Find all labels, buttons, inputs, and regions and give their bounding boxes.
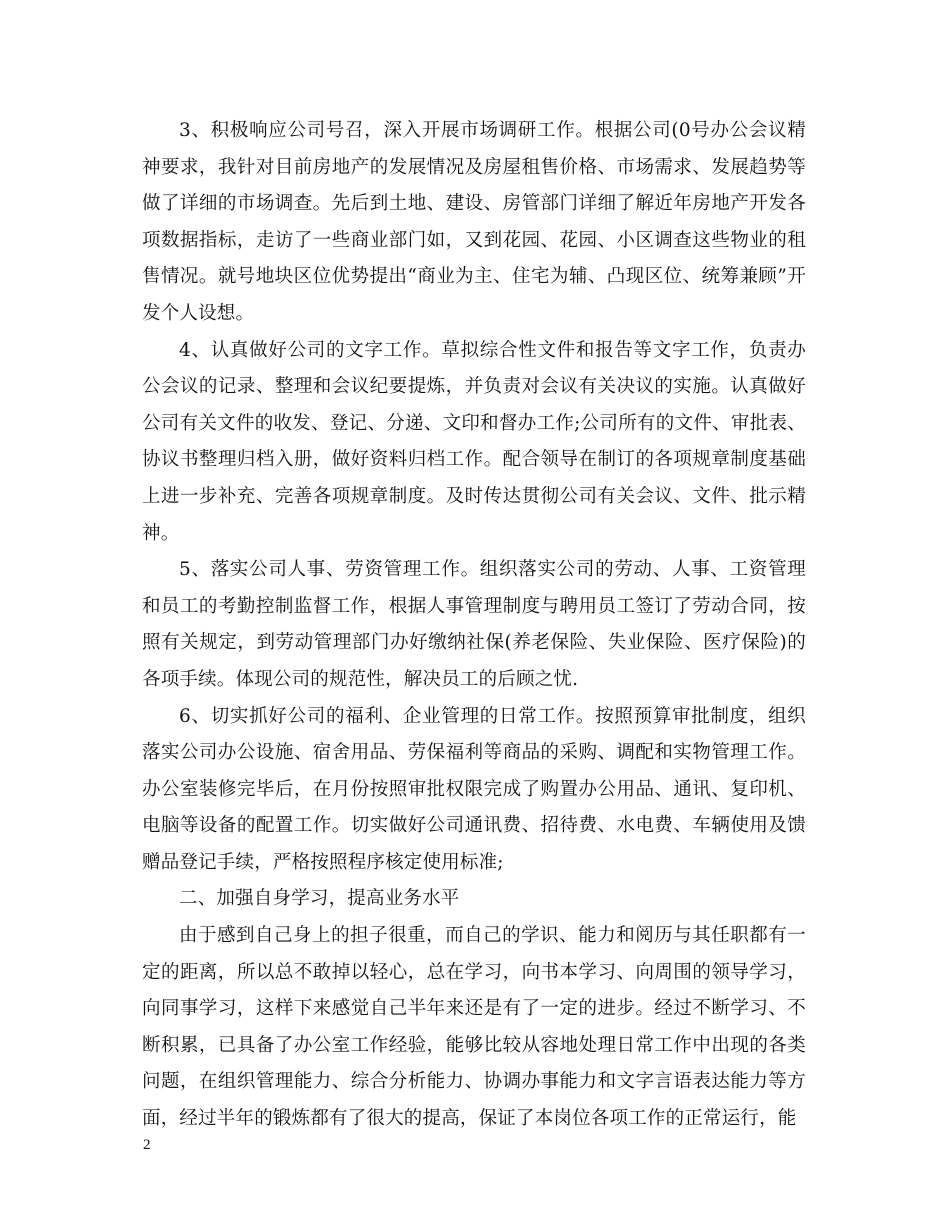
paragraph-writing-work: 4、认真做好公司的文字工作。草拟综合性文件和报告等文字工作，负责办公会议的记录、整理和会议纪要提炼，并负责对会议有关决议的实施。认真做好公司有关文件的收发、登记、分递、文印和督办工作;公司所有的文件、审批表、协议书整理归档入册，做好资料归档工作。配合领导在制订的各项规章制度基础上进一步补充、完善各项规章制度。及时传达贯彻公司有关会议、文件、批示精神。 (142, 339, 806, 544)
page-content (142, 113, 806, 1138)
paragraph-market-research: 3、积极响应公司号召，深入开展市场调研工作。根据公司(0号办公会议精神要求，我针对目前房地产的发展情况及房屋租售价格、市场需求、发展趋势等做了详细的市场调查。先后到土地、建设、房管部门详细了解近年房地产开发各项数据指标，走访了一些商业部门如，又到花园、花园、小区调查这些物业的租售情况。就号地块区位优势提出“商业为主、住宅为辅、凸现区位、统筹兼顾”开发个人设想。 (142, 120, 806, 324)
paragraph-personnel-management: 5、落实公司人事、劳资管理工作。组织落实公司的劳动、人事、工资管理和员工的考勤控制监督工作，根据人事管理制度与聘用员工签订了劳动合同，按照有关规定，到劳动管理部门办好缴纳社保(养老保险、失业保险、医疗保险)的各项手续。体现公司的规范性，解决员工的后顾之忧. (142, 559, 806, 690)
section-heading-self-study: 二、加强自身学习，提高业务水平 (179, 888, 460, 910)
paragraph-self-study: 由于感到自己身上的担子很重，而自己的学识、能力和阅历与其任职都有一定的距离，所以总不敢掉以轻心，总在学习，向书本学习、向周围的领导学习，向同事学习，这样下来感觉自己半年来还是有了一定的进步。经过不断学习、不断积累，已具备了办公室工作经验，能够比较从容地处理日常工作中出现的各类问题，在组织管理能力、综合分析能力、协调办事能力和文字言语表达能力等方面，经过半年的锻炼都有了很大的提高，保证了本岗位各项工作的正常运行，能 (142, 925, 806, 1130)
paragraph-welfare-management: 6、切实抓好公司的福利、企业管理的日常工作。按照预算审批制度，组织落实公司办公设施、宿舍用品、劳保福利等商品的采购、调配和实物管理工作。办公室装修完毕后，在月份按照审批权限完成了购置办公用品、通讯、复印机、电脑等设备的配置工作。切实做好公司通讯费、招待费、水电费、车辆使用及馈赠品登记手续，严格按照程序核定使用标准; (142, 705, 806, 873)
page-number: 2 (143, 1137, 151, 1153)
